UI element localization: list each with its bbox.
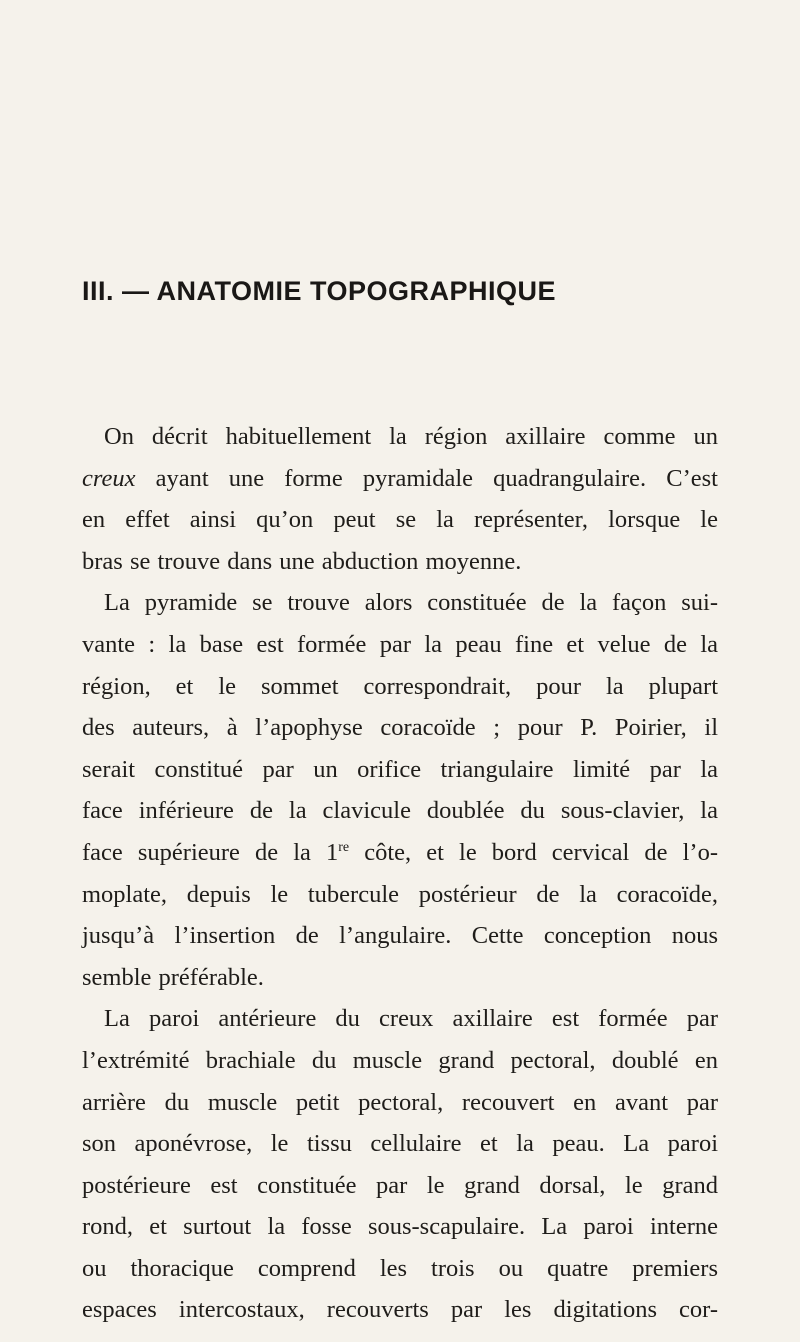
body-text <box>82 416 718 1331</box>
text-line: semble préférable. <box>82 963 264 991</box>
text-line: région, et le sommet correspondrait, pour la plupart <box>82 672 718 700</box>
text-span: face supérieure de la 1 <box>82 838 339 866</box>
text-line: bras se trouve dans une abduction moyenne. <box>82 547 522 575</box>
text-line: rond, et surtout la fosse sous-scapulaire. La paroi interne <box>82 1213 718 1241</box>
text-line: serait constitué par un orifice triangulaire limité par la <box>82 755 718 783</box>
text-line: La paroi antérieure du creux axillaire est formée par <box>104 1005 718 1033</box>
text-line: La pyramide se trouve alors constituée de la façon sui- <box>104 589 718 617</box>
text-line: l’extrémité brachiale du muscle grand pectoral, doublé en <box>82 1046 718 1074</box>
text-line: ou thoracique comprend les trois ou quatre premiers <box>82 1254 718 1282</box>
text-line: jusqu’à l’insertion de l’angulaire. Cette conception nous <box>82 922 718 950</box>
text-line <box>82 458 718 500</box>
superscript: re <box>338 839 350 855</box>
text-line <box>82 832 718 874</box>
text-line: en effet ainsi qu’on peut se la représenter, lorsque le <box>82 506 718 534</box>
section-heading: III. — ANATOMIE TOPOGRAPHIQUE <box>82 276 557 306</box>
text-line: face inférieure de la clavicule doublée du sous-clavier, la <box>82 797 718 825</box>
text-line: postérieure est constituée par le grand dorsal, le grand <box>82 1171 718 1199</box>
text-line: On décrit habituellement la région axillaire comme un <box>104 423 718 450</box>
text-line: vante : la base est formée par la peau fine et velue de la <box>82 630 718 658</box>
text-span: ayant une forme pyramidale quadrangulaire. C’est <box>135 464 718 492</box>
text-line: son aponévrose, le tissu cellulaire et la peau. La paroi <box>82 1130 718 1158</box>
text-line: des auteurs, à l’apophyse coracoïde ; pour P. Poirier, il <box>82 714 718 742</box>
text-line: espaces intercostaux, recouverts par les digitations cor- <box>82 1296 718 1324</box>
italic-term: creux <box>82 464 136 492</box>
text-span: côte, et le bord cervical de l’o- <box>349 838 718 866</box>
text-line: arrière du muscle petit pectoral, recouvert en avant par <box>82 1088 718 1116</box>
text-line: moplate, depuis le tubercule postérieur de la coracoïde, <box>82 880 718 908</box>
